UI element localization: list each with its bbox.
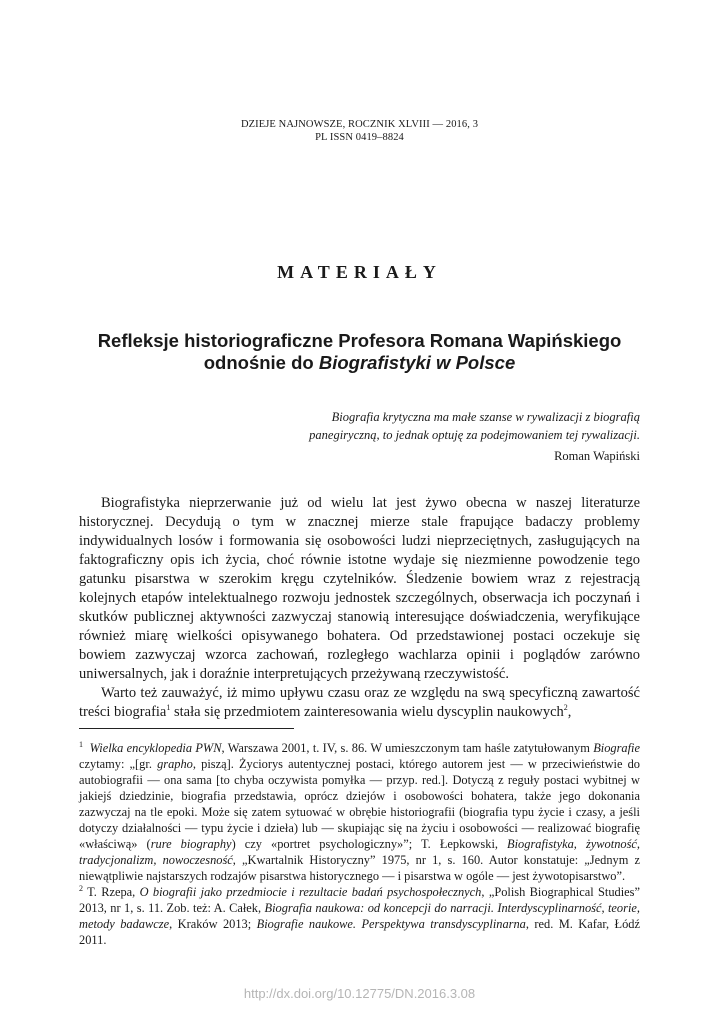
footnote-1-text-d: ) czy «portret psychologiczny»”; T. Łepkowski, bbox=[231, 837, 508, 851]
paragraph-2-part-c: , bbox=[567, 704, 572, 720]
epigraph bbox=[240, 408, 640, 465]
article-title bbox=[0, 330, 719, 374]
paragraph-2 bbox=[79, 684, 640, 722]
main-text bbox=[79, 494, 640, 722]
footnote-2-title-2: Biografia naukowa: od koncepcji do narracji. Interdyscyplinarność, teorie, metody badawcze bbox=[79, 901, 640, 931]
footnote-1-source-title: Wielka encyklopedia PWN bbox=[89, 741, 222, 755]
epigraph-line2: panegiryczną, to jednak optuję za podejmowaniem tej rywalizacji. bbox=[309, 428, 640, 442]
footnote-ref-1[interactable]: 1 bbox=[166, 703, 171, 713]
footnote-1-text-c: , piszą]. Życiorys autentycznej postaci, którego autorem jest — w przeciwieństwie do autobiografii — ona sama [to chyba oczywista pomyłka — przyp. red.]. Dotyczą z reguły postaci wybitnej w jakiejś dziedzinie, biografia przedstawia, oprócz dziejów i osobowości bohatera, także jego dokonania zazwyczaj na tle epoki. Może się zatem sytuować w obrębie historiografii (biografia typu życie i czasy, a jeśli dotyczy działalności — typu życie i dzieła) lub — skupiając się na życiu i osobowości — realizować biografię «właściwą» ( bbox=[79, 757, 641, 851]
paragraph-2-part-b: stała się przedmiotem zainteresowania wielu dyscyplin naukowych bbox=[170, 704, 564, 720]
article-title-line2 bbox=[0, 352, 719, 374]
journal-header bbox=[0, 118, 719, 144]
footnote-2 bbox=[79, 884, 640, 948]
paragraph-1: Biografistyka nieprzerwanie już od wielu lat jest żywo obecna w naszej literaturze historycznej. Decydują o tym w znacznej mierze stale frapujące badaczy problemy indywidualnych losów i formowania się osobowości ludzi nieprzeciętnych, zasługujących na faktograficzny opis ich życia, choć równie istotne wydaje się niezmienne powodzenie tego gatunku pisarstwa w szerokim kręgu czytelników. Śledzenie bowiem wraz z rejestracją kolejnych etapów intelektualnego rozwoju jednostek szczególnych, obserwacja ich poczynań i skutków publicznej aktywności zazwyczaj stanowią interesujące doświadczenia, weryfikujące również miarę wielkości opisywanego bohatera. Od przedstawionej postaci oczekuje się bowiem zazwyczaj wzorca zachowań, rozległego wachlarza opinii i poglądów zarówno uniwersalnych, jak i doraźnie interpretujących przeżywaną rzeczywistość. bbox=[79, 495, 640, 682]
footnote-2-text-a: T. Rzepa, bbox=[83, 885, 140, 899]
article-title-prefix: odnośnie do bbox=[203, 352, 319, 373]
footnote-2-title-1: O biografii jako przedmiocie i rezultacie badań psychospołecznych bbox=[139, 885, 482, 899]
footnote-1 bbox=[79, 740, 640, 884]
epigraph-author: Roman Wapiński bbox=[554, 449, 640, 463]
footnote-2-text-b: , „Polish Biographical Studies” 2013, nr 1, s. 11. Zob. też: A. Całek, bbox=[79, 885, 640, 915]
footnote-1-article-title: Biografistyka, żywotność, tradycjonalizm, nowoczesność bbox=[79, 837, 640, 867]
footnote-separator bbox=[79, 728, 294, 729]
article-title-line1: Refleksje historiograficzne Profesora Romana Wapińskiego bbox=[97, 330, 622, 351]
epigraph-line1: Biografia krytyczna ma małe szanse w rywalizacji z biografią bbox=[331, 410, 640, 424]
footnote-2-number: 2 bbox=[79, 883, 83, 893]
footnote-1-term: grapho bbox=[157, 757, 193, 771]
footnote-1-entry-title: Biografie bbox=[593, 741, 640, 755]
doi-link[interactable]: http://dx.doi.org/10.12775/DN.2016.3.08 bbox=[243, 986, 476, 1001]
footnote-2-text-c: , Kraków 2013; bbox=[169, 917, 257, 931]
footnote-1-number: 1 bbox=[79, 739, 83, 749]
section-title: MATERIAŁY bbox=[277, 262, 442, 282]
footnote-1-text-b: czytamy: „[gr. bbox=[79, 757, 158, 771]
footnote-2-title-3: Biografie naukowe. Perspektywa transdyscyplinarna bbox=[256, 917, 526, 931]
footnote-1-text-e: , „Kwartalnik Historyczny” 1975, nr 1, s. 160. Autor konstatuje: „Jednym z niewątpliwie najstarszych rodzajów pisarstwa historycznego — i pisarstwa w ogóle — jest żywotopisarstwo”. bbox=[79, 853, 640, 883]
footnote-ref-2[interactable]: 2 bbox=[563, 703, 568, 713]
journal-issn: PL ISSN 0419–8824 bbox=[315, 132, 404, 143]
journal-name: DZIEJE NAJNOWSZE, ROCZNIK XLVIII — 2016, 3 bbox=[240, 119, 479, 130]
footnote-2-text-d: , red. M. Kafar, Łódź 2011. bbox=[79, 917, 640, 947]
paragraph-2-part-a: Warto też zauważyć, iż mimo upływu czasu oraz ze względu na swą specyficzną zawartość treści biografia bbox=[79, 685, 640, 720]
article-title-italic: Biografistyki w Polsce bbox=[318, 352, 516, 373]
footnotes bbox=[79, 740, 640, 948]
footnote-1-text-a: , Warszawa 2001, t. IV, s. 86. W umieszczonym tam haśle zatytułowanym bbox=[221, 741, 594, 755]
footnote-1-term-2: rure biography bbox=[150, 837, 232, 851]
